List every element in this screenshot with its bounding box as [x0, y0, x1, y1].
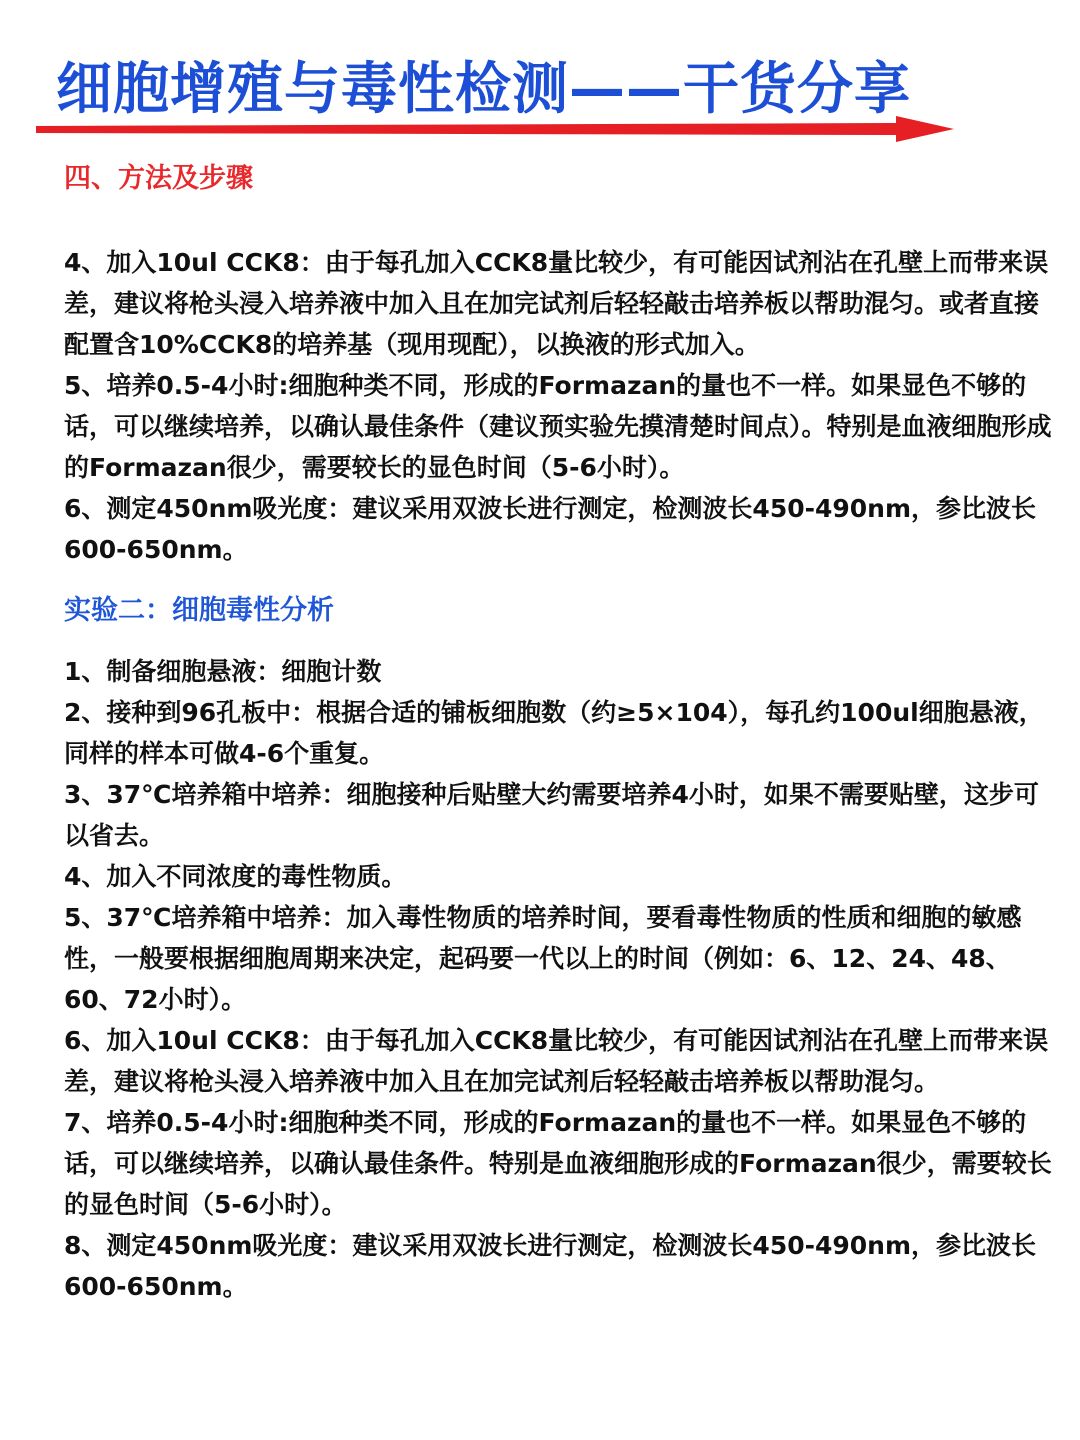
- experiment2-step-8: 8、测定450nm吸光度：建议采用双波长进行测定，检测波长450-490nm，参比波长600-650nm。: [64, 1231, 1037, 1301]
- experiment2-step-5: 5、37℃培养箱中培养：加入毒性物质的培养时间，要看毒性物质的性质和细胞的敏感性，一般要根据细胞周期来决定，起码要一代以上的时间（例如：6、12、24、48、60、72小时）。: [64, 903, 1022, 1014]
- experiment2-step-2: 2、接种到96孔板中：根据合适的铺板细胞数（约≥5×104），每孔约100ul细胞悬液，同样的样本可做4-6个重复。: [64, 698, 1044, 768]
- section-heading-method: 四、方法及步骤: [64, 163, 253, 194]
- experiment2-step-6: 6、加入10ul CCK8：由于每孔加入CCK8量比较少，有可能因试剂沾在孔壁上而带来误差，建议将枪头浸入培养液中加入且在加完试剂后轻轻敲击培养板以帮助混匀。: [64, 1026, 1049, 1096]
- method-step-5: 5、培养0.5-4小时:细胞种类不同，形成的Formazan的量也不一样。如果显色不够的话，可以继续培养，以确认最佳条件（建议预实验先摸清楚时间点）。特别是血液细胞形成的Formazan很少，需要较长的显色时间（5-6小时）。: [64, 371, 1052, 482]
- method-step-6: 6、测定450nm吸光度：建议采用双波长进行测定，检测波长450-490nm，参比波长600-650nm。: [64, 494, 1037, 564]
- section-heading-experiment-2: 实验二：细胞毒性分析: [64, 595, 334, 626]
- experiment2-step-1: 1、制备细胞悬液：细胞计数: [64, 657, 382, 686]
- experiment2-step-7: 7、培养0.5-4小时:细胞种类不同，形成的Formazan的量也不一样。如果显色不够的话，可以继续培养，以确认最佳条件。特别是血液细胞形成的Formazan很少，需要较长的显色时间（5-6小时）。: [64, 1108, 1052, 1219]
- experiment2-step-3: 3、37℃培养箱中培养：细胞接种后贴壁大约需要培养4小时，如果不需要贴壁，这步可以省去。: [64, 780, 1039, 850]
- title-underline-arrow-icon: [36, 116, 956, 142]
- spacer: [64, 199, 1054, 242]
- page-title: 细胞增殖与毒性检测——干货分享: [56, 57, 911, 122]
- spacer: [64, 631, 1054, 651]
- article-body: [64, 158, 1054, 1307]
- spacer: [64, 570, 1054, 590]
- arrow-shape: [36, 116, 954, 142]
- experiment2-step-4: 4、加入不同浓度的毒性物质。: [64, 862, 407, 891]
- method-step-4: 4、加入10ul CCK8：由于每孔加入CCK8量比较少，有可能因试剂沾在孔壁上而带来误差，建议将枪头浸入培养液中加入且在加完试剂后轻轻敲击培养板以帮助混匀。或者直接配置含10%CCK8的培养基（现用现配），以换液的形式加入。: [64, 248, 1049, 359]
